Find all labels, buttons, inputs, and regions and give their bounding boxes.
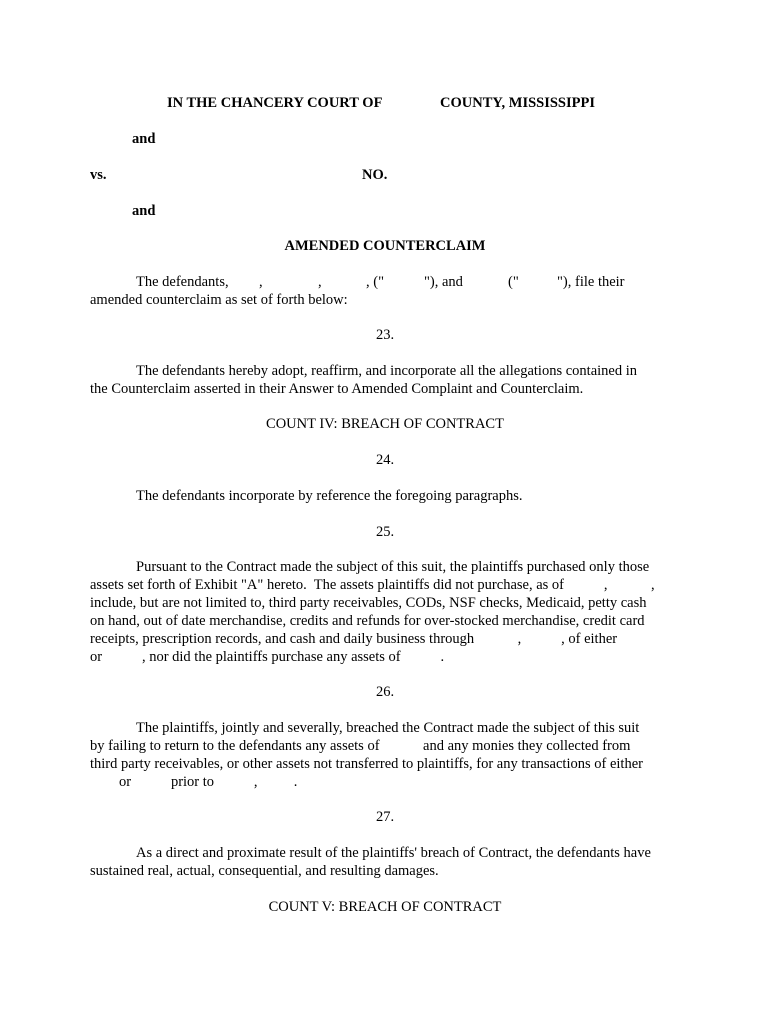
- intro-frag-7: "), file their: [557, 274, 625, 290]
- paragraph-25-line: assets set forth of Exhibit "A" hereto. The assets plaintiffs did not purchase, as of , ,: [90, 577, 655, 593]
- paragraph-26-line: or prior to , .: [90, 774, 298, 790]
- intro-frag-5: "), and: [424, 274, 463, 290]
- paragraph-27-line: As a direct and proximate result of the plaintiffs' breach of Contract, the defendants have: [136, 845, 651, 861]
- paragraph-25-line: include, but are not limited to, third party receivables, CODs, NSF checks, Medicaid, petty cash: [90, 595, 647, 611]
- intro-frag-2: ,: [259, 274, 263, 290]
- paragraph-26-line: by failing to return to the defendants any assets of and any monies they collected from: [90, 738, 631, 754]
- paragraph-27: [90, 844, 680, 880]
- intro-frag-3: ,: [318, 274, 322, 290]
- paragraph-26-line: The plaintiffs, jointly and severally, breached the Contract made the subject of this suit: [136, 720, 640, 736]
- court-heading-left: IN THE CHANCERY COURT OF: [167, 95, 383, 111]
- paragraph-number-26: 26.: [375, 684, 395, 700]
- paragraph-25-line: on hand, out of date merchandise, credits and refunds for over-stocked merchandise, credit card: [90, 613, 645, 629]
- paragraph-24: The defendants incorporate by reference the foregoing paragraphs.: [136, 488, 523, 504]
- document-title: AMENDED COUNTERCLAIM: [284, 238, 486, 254]
- caption-and-1: and: [132, 131, 156, 147]
- paragraph-27-line: sustained real, actual, consequential, and resulting damages.: [90, 863, 439, 879]
- paragraph-26: [90, 719, 680, 791]
- paragraph-number-25: 25.: [375, 524, 395, 540]
- count-iv-heading: COUNT IV: BREACH OF CONTRACT: [266, 416, 504, 432]
- court-heading-right: COUNTY, MISSISSIPPI: [440, 95, 595, 111]
- paragraph-23-line: the Counterclaim asserted in their Answer to Amended Complaint and Counterclaim.: [90, 381, 584, 397]
- paragraph-26-line: third party receivables, or other assets not transferred to plaintiffs, for any transactions of either: [90, 756, 643, 772]
- paragraph-number-27: 27.: [375, 809, 395, 825]
- paragraph-number-24: 24.: [375, 452, 395, 468]
- paragraph-25-line: or , nor did the plaintiffs purchase any assets of .: [90, 649, 445, 665]
- intro-frag-4: , (": [366, 274, 384, 290]
- caption-case-no: NO.: [362, 167, 388, 183]
- caption-and-2: and: [132, 203, 156, 219]
- paragraph-25: [90, 558, 680, 666]
- paragraph-23-line: The defendants hereby adopt, reaffirm, and incorporate all the allegations contained in: [136, 363, 637, 379]
- count-v-heading: COUNT V: BREACH OF CONTRACT: [268, 899, 502, 915]
- paragraph-25-line: receipts, prescription records, and cash and daily business through , , of either: [90, 631, 618, 647]
- paragraph-25-line: Pursuant to the Contract made the subject of this suit, the plaintiffs purchased only those: [136, 559, 650, 575]
- paragraph-number-23: 23.: [375, 327, 395, 343]
- intro-frag-6: (": [508, 274, 519, 290]
- caption-vs: vs.: [90, 167, 107, 183]
- paragraph-23: [90, 362, 680, 398]
- intro-frag-1: The defendants,: [136, 274, 229, 290]
- intro-line-2: amended counterclaim as set of forth below:: [90, 292, 348, 308]
